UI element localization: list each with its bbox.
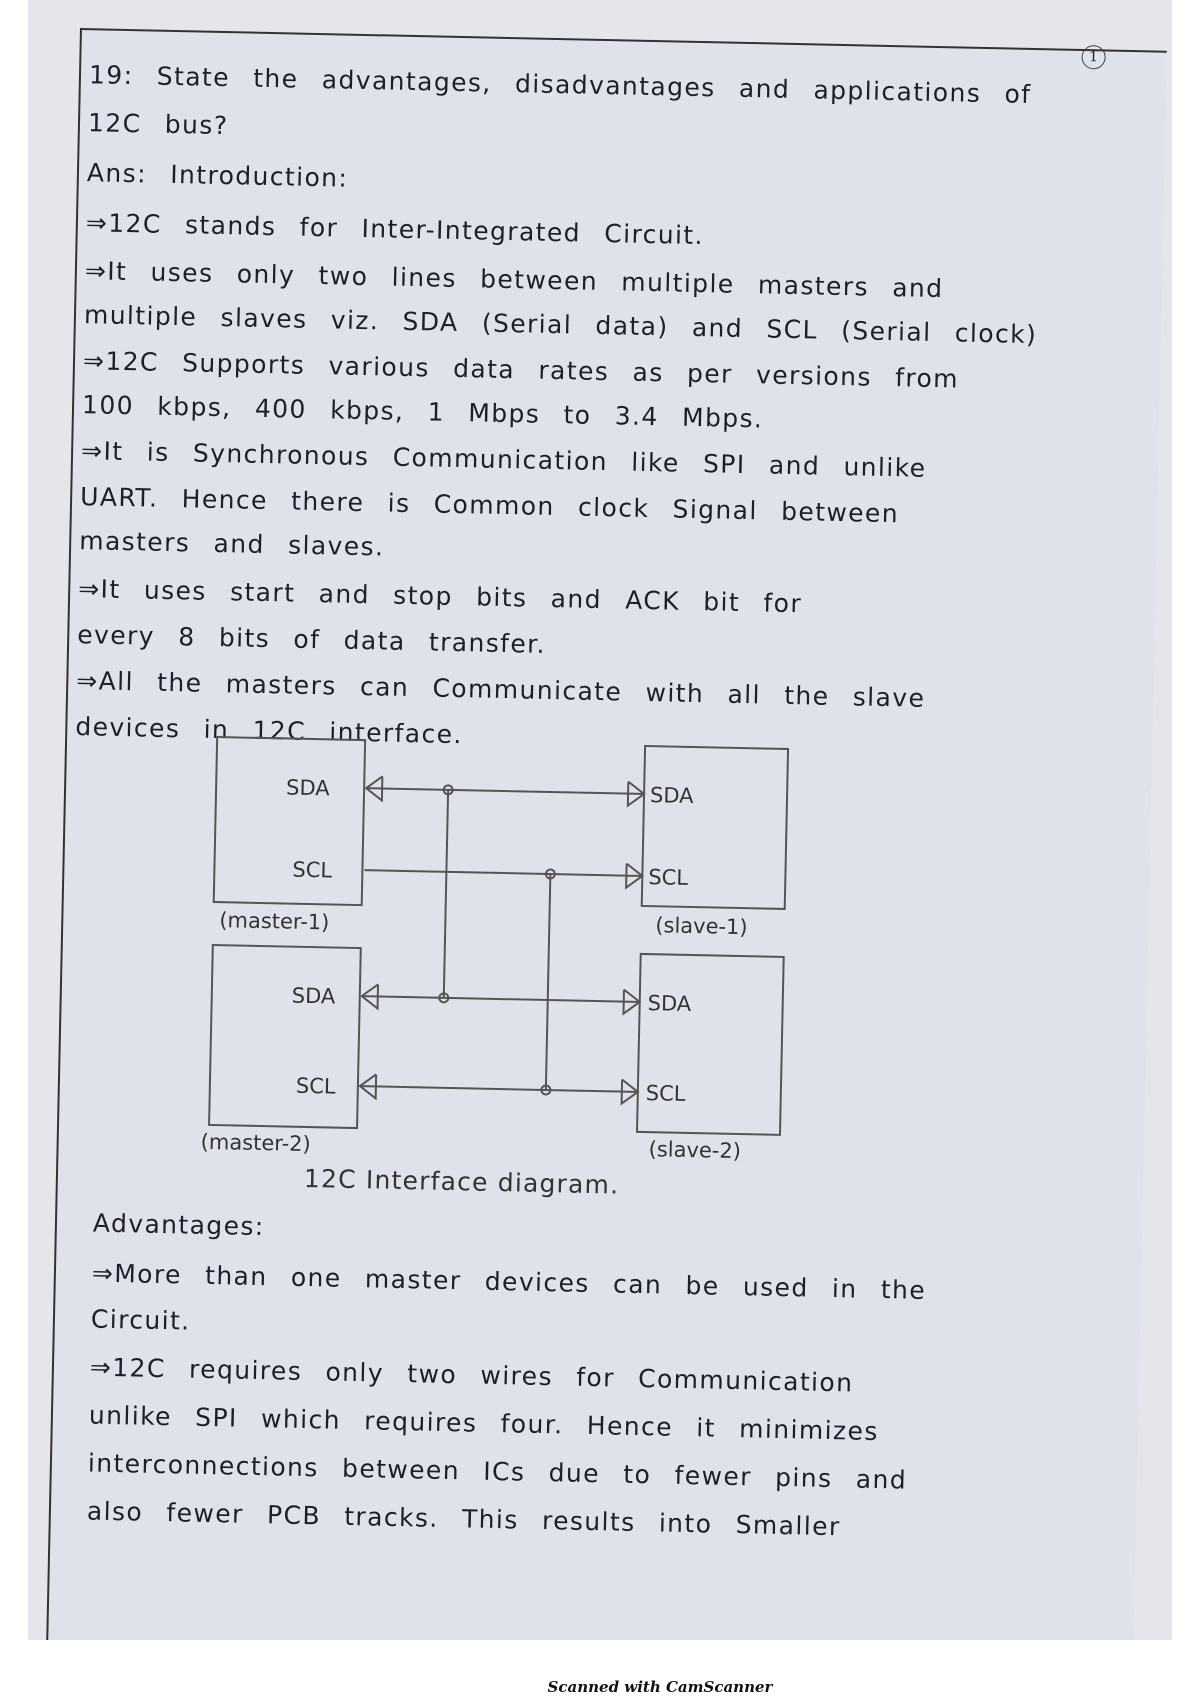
notebook-sheet [46, 28, 1167, 1640]
scl-bus-line-top [364, 870, 642, 876]
intro-line: ⇒It uses start and stop bits and ACK bit for [77, 574, 803, 619]
slave-2-box [637, 954, 784, 1135]
master-1-box [214, 737, 365, 905]
intro-line: UART. Hence there is Common clock Signal between [79, 482, 900, 529]
intro-line: masters and slaves. [78, 526, 385, 562]
intro-line: 100 kbps, 400 kbps, 1 Mbps to 3.4 Mbps. [81, 390, 764, 434]
advantage-line: interconnections between ICs due to fewer pins and [87, 1448, 908, 1495]
intro-line: devices in 12C interface. [75, 712, 464, 750]
sda-vertical-link [444, 790, 448, 998]
intro-line: ⇒It is Synchronous Communication like SPI and unlike [80, 436, 927, 483]
master-1-scl-label: SCL [292, 857, 333, 883]
intro-line: ⇒It uses only two lines between multiple masters and [84, 256, 944, 304]
sda-bus-line-bottom [362, 996, 640, 1002]
diagram-caption: 12C Interface diagram. [303, 1163, 620, 1200]
master-2-sda-label: SDA [291, 983, 336, 1009]
scl-bus-line-bottom [360, 1086, 638, 1092]
advantage-line: ⇒More than one master devices can be used in the [91, 1258, 927, 1305]
advantage-line: Circuit. [90, 1304, 191, 1336]
question-line-1: 19: State the advantages, disadvantages and applications of [88, 60, 1032, 109]
master-2-label: (master-2) [200, 1129, 311, 1157]
master-2-box [209, 945, 361, 1128]
scl-vertical-link [546, 874, 551, 1090]
question-line-2: 12C bus? [87, 108, 229, 141]
intro-line: multiple slaves viz. SDA (Serial data) and SCL (Serial clock) [83, 300, 1038, 350]
slave-1-label: (slave-1) [655, 913, 748, 940]
slave-1-scl-label: SCL [648, 865, 689, 890]
slave-2-label: (slave-2) [648, 1137, 742, 1164]
page-number: 1 [1081, 45, 1105, 69]
intro-line: ⇒12C stands for Inter-Integrated Circuit. [85, 208, 705, 251]
sda-bus-line-top [366, 788, 644, 794]
advantages-heading: Advantages: [92, 1208, 265, 1242]
master-2-scl-label: SCL [295, 1073, 336, 1099]
answer-intro-heading: Ans: Introduction: [86, 158, 349, 193]
scanned-page [28, 0, 1172, 1640]
scanner-watermark: Scanned with CamScanner [547, 1678, 773, 1696]
advantage-line: unlike SPI which requires four. Hence it minimizes [88, 1400, 880, 1447]
intro-line: ⇒12C Supports various data rates as per versions from [82, 346, 960, 394]
advantage-line: also fewer PCB tracks. This results into Smaller [86, 1496, 841, 1542]
intro-line: every 8 bits of data transfer. [76, 620, 547, 659]
slave-1-sda-label: SDA [649, 783, 694, 809]
i2c-interface-diagram [48, 30, 1167, 1640]
intro-line: ⇒All the masters can Communicate with all the slave [76, 666, 926, 713]
advantage-line: ⇒12C requires only two wires for Communication [89, 1352, 854, 1398]
slave-2-sda-label: SDA [647, 991, 692, 1017]
master-1-label: (master-1) [219, 908, 330, 935]
master-1-sda-label: SDA [285, 775, 330, 801]
slave-2-scl-label: SCL [645, 1081, 686, 1106]
